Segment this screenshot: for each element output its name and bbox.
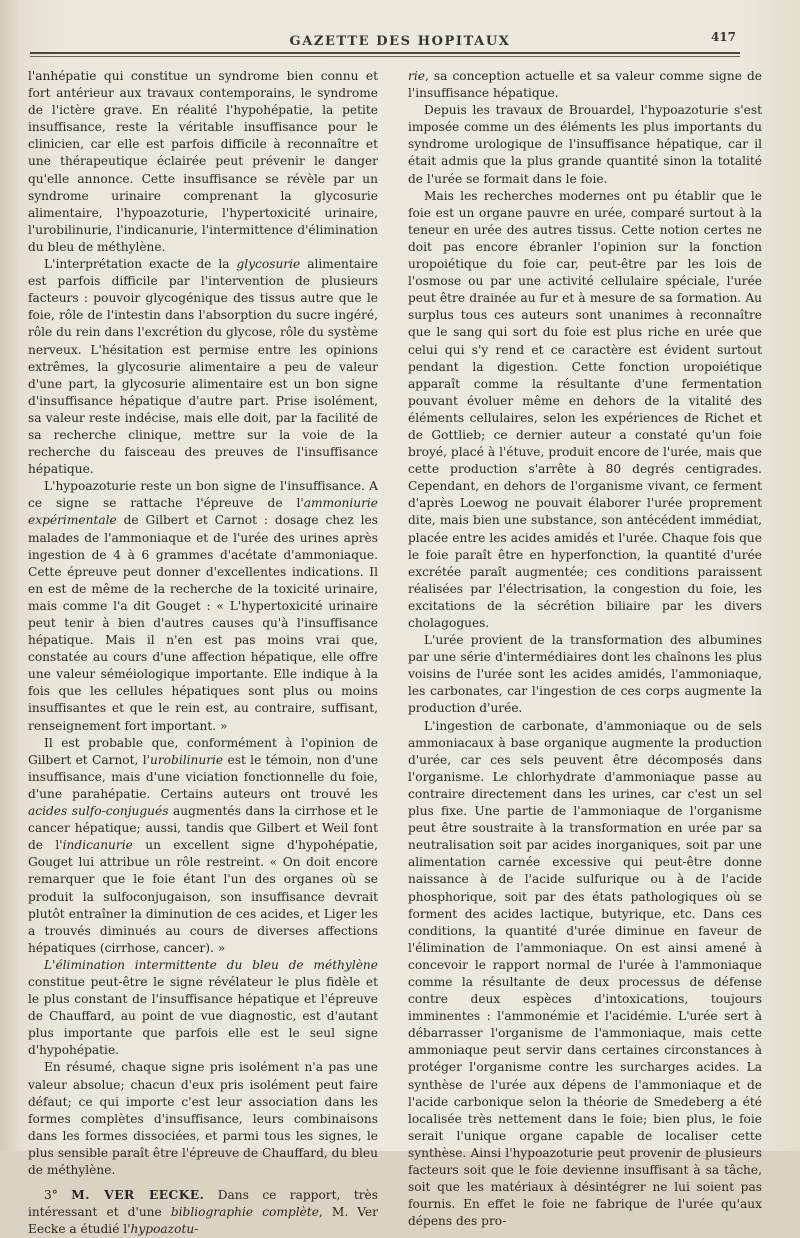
paragraph: L'ingestion de carbonate, d'ammoniaque ou de sels ammoniacaux à base organique augmente la production d'urée, car ces sels peuvent être décomposés dans l'organisme. Le chlorhydrate d'ammoniaque passe au contraire directement dans les urines, car c'est un sel plus fixe. Une partie de l'ammoniaque de l'organisme peut être soustraite à la transformation en urée par sa neutralisation soit par acides inorganiques, soit par une alimentation carnée excessive qui peut-être donne naissance à de l'acide sulfurique ou à de l'acide phosphorique, soit par des états pathologiques où se forment des acides lactique, butyrique, etc. Dans ces conditions, la quantité d'urée diminue en faveur de l'élimination de l'ammoniaque. On est ainsi amené à concevoir le rapport normal de l'urée à l'ammoniaque comme la résultante de deux processus de défense contre deux espèces d'intoxications, toujours imminentes : l'ammonémie et l'acidémie. L'urée sert à débarrasser l'organisme de l'ammoniaque, mais cette ammoniaque peut servir dans certaines circonstances à protéger l'organisme contre les surcharges acides. La synthèse de l'urée aux dépens de l'ammoniaque et de l'acide carbonique selon la théorie de Smedeberg a été localisée très nettement dans le foie; bien plus, le foie serait l'unique organe capable de localiser cette synthèse. Ainsi l'hypoazoturie peut provenir de plusieurs facteurs soit que le foie devienne insuffisant à sa tâche, soit que les matériaux à désintégrer ne lui soient pas fournis. En effet le foie ne fabrique de l'urée qu'aux dépens des pro- [408, 718, 762, 1229]
paragraph: L'hypoazoturie reste un bon signe de l'insuffisance. A ce signe se rattache l'épreuve de l'ammoniurie expérimentale de Gilbert et Carnot : dosage chez les malades de l'ammoniaque et de l'urée des urines après ingestion de 4 à 6 grammes d'acétate d'ammoniaque. Cette épreuve peut donner d'excellentes indications. Il en est de même de la recherche de la toxicité urinaire, mais comme l'a dit Gouget : « L'hypertoxicité urinaire peut tenir à bien d'autres causes qu'à l'insuffisance hépatique. Mais il n'en est pas moins vrai que, constatée au cours d'une affection hépatique, elle offre une valeur séméiologique importante. Elle indique à la fois que les cellules hépatiques sont plus ou moins insuffisantes et que le rein est, au contraire, suffisant, renseignement fort important. » [28, 479, 378, 733]
journal-title: GAZETTE DES HOPITAUX [289, 34, 511, 49]
header-rule-thick [30, 52, 740, 54]
right-column [408, 68, 762, 1230]
paragraph: rie, sa conception actuelle et sa valeur comme signe de l'insuffisance hépatique. [408, 69, 762, 101]
author-name: M. VER EECKE. [71, 1188, 205, 1203]
paragraph: L'élimination intermittente du bleu de méthylène constitue peut-être le signe révélateur le plus fidèle et le plus constant de l'insuffisance hépatique et l'épreuve de Chauffard, au point de vue diagnostic, est d'autant plus importante que parfois elle est le seul signe d'hypohépatie. [28, 957, 378, 1058]
header-rule-thin [30, 56, 740, 57]
left-column [28, 68, 378, 1238]
paragraph: En résumé, chaque signe pris isolément n'a pas une valeur absolue; chacun d'eux pris isolément peut faire défaut; ce qui importe c'est leur association dans les formes complètes d'insuffisance, leurs combinaisons dans les formes dissociées, et parmi tous les signes, le plus sensible paraît être l'épreuve de Chauffard, du bleu de méthylène. [28, 1060, 378, 1177]
paragraph: L'interprétation exacte de la glycosurie alimentaire est parfois difficile par l'intervention de plusieurs facteurs : pouvoir glycogénique des tissus autre que le foie, rôle de l'intestin dans l'absorption du sucre ingéré, rôle du rein dans l'excrétion du glycose, rôle du système nerveux. L'hésitation est permise entre les opinions extrêmes, la glycosurie alimentaire a peu de valeur d'une part, la glycosurie alimentaire est un bon signe d'insuffisance hépatique d'autre part. Prise isolément, sa valeur reste indécise, mais elle doit, par la facilité de sa recherche clinique, mettre sur la voie de la recherche du faisceau des preuves de l'insuffisance hépatique. [28, 257, 378, 477]
paragraph: Depuis les travaux de Brouardel, l'hypoazoturie s'est imposée comme un des éléments les plus importants du syndrome urologique de l'insuffisance hépatique, car il était admis que la plus grande quantité sinon la totalité de l'urée se formait dans le foie. [408, 103, 762, 186]
paragraph: Mais les recherches modernes ont pu établir que le foie est un organe pauvre en urée, comparé surtout à la teneur en urée des autres tissus. Cette notion certes ne doit pas encore ébranler l'opinion sur la fonction uropoiétique du foie car, peut-être par les lois de l'osmose ou par une activité cellulaire spéciale, l'urée peut être drainée au fur et à mesure de sa formation. Au surplus tous ces auteurs sont unanimes à reconnaître que le sang qui sort du foie est plus riche en urée que celui qui s'y rend et ce caractère est évident surtout pendant la digestion. Cette fonction uropoiétique apparaît comme la résultante d'une fermentation pouvant évoluer même en dehors de la vitalité des éléments cellulaires, selon les expériences de Richet et de Gottlieb; ce dernier auteur a constaté qu'un foie broyé, placé à l'étuve, produit encore de l'urée, mais que cette production s'arrête à 80 degrés centigrades. Cependant, en dehors de l'organisme vivant, ce ferment d'après Loewog ne pouvait élaborer l'urée proprement dite, mais bien une substance, son antécédent immédiat, placée entre les acides amidés et l'urée. Chaque fois que le foie paraît être en hyperfonction, la quantité d'urée excrétée paraît augmentée; ces conditions paraissent réalisées par l'électrisation, la congestion du foie, les excitations de la sécrétion biliaire par les divers cholagogues. [408, 188, 762, 630]
paragraph: Il est probable que, conformément à l'opinion de Gilbert et Carnot, l'urobilinurie est le témoin, non d'une insuffisance, mais d'une viciation fonctionnelle du foie, d'une parahépatie. Certains auteurs ont trouvé les acides sulfo-conjugués augmentés dans la cirrhose et le cancer hépatique; aussi, tandis que Gilbert et Weil font de l'indicanurie un excellent signe d'hypohépatie, Gouget lui attribue un rôle restreint. « On doit encore remarquer que le foie étant l'un des organes où se produit la sulfoconjugaison, son insuffisance devrait plutôt entraîner la diminution de ces acides, et Liger les a trouvés diminués au cours de diverses affections hépatiques (cirrhose, cancer). » [28, 735, 379, 955]
paragraph-ver-eecke: 3° M. VER EECKE. Dans ce rapport, très intéressant et d'une bibliographie complète, M. Ver Eecke a étudié l'hypoazotu- [28, 1188, 379, 1237]
paragraph: L'urée provient de la transformation des albumines par une série d'intermédiaires dont les chaînons les plus voisins de l'urée sont les acides amidés, l'ammoniaque, les carbonates, car l'ingestion de ces corps augmente la production d'urée. [408, 633, 762, 716]
paragraph: l'anhépatie qui constitue un syndrome bien connu et fort antérieur aux travaux contemporains, le syndrome de l'ictère grave. En réalité l'hypohépatie, la petite insuffisance, reste la véritable insuffisance pour le clinicien, car elle est parfois difficile à reconnaître et une thérapeutique éclairée peut prévenir le danger qu'elle annonce. Cette insuffisance se révèle par un syndrome urinaire comprenant la glycosurie alimentaire, l'hypoazoturie, l'hypertoxicité urinaire, l'urobilinurie, l'indicanurie, l'intermittence d'élimination du bleu de méthylène. [28, 69, 378, 254]
page-number: 417 [710, 30, 736, 44]
page-header [30, 28, 770, 54]
